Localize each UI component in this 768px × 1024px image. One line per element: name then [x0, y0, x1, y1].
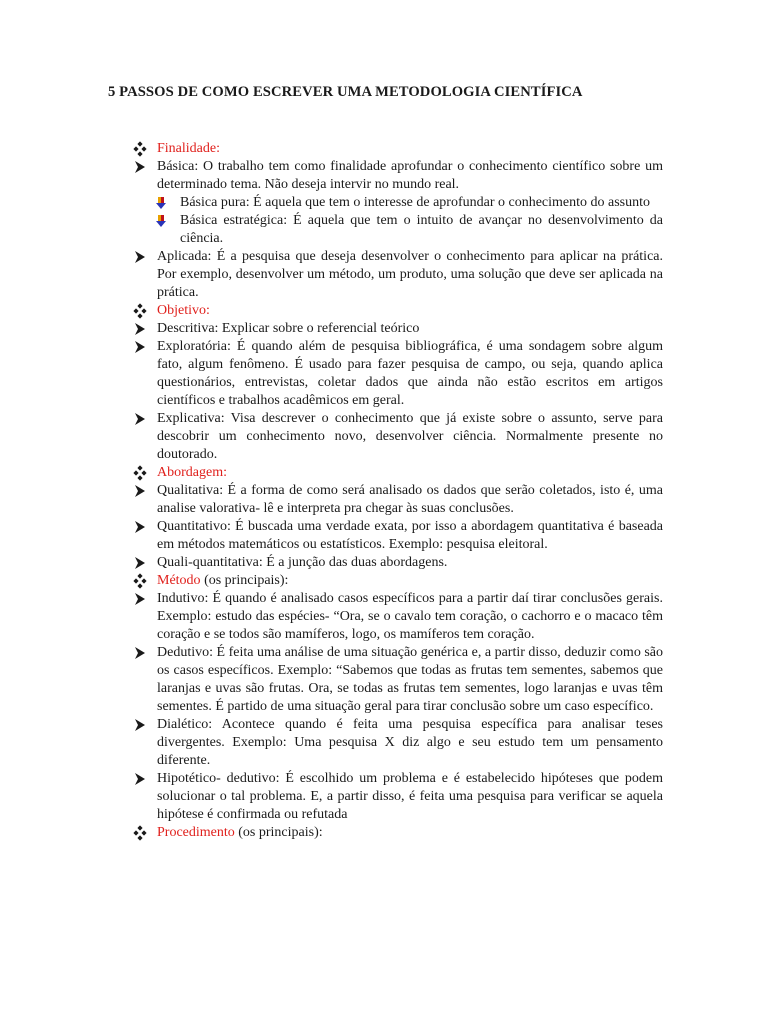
arrow-bullet-icon — [133, 249, 147, 265]
diamond-bullet-icon — [133, 825, 147, 841]
arrow-bullet-icon — [133, 555, 147, 571]
list-item-text: Aplicada: É a pesquisa que deseja desenvolver o conhecimento para aplicar na prática. Por exemplo, desenvolver um método, um produto, uma solução que deve ser aplicada na prática. — [157, 249, 663, 300]
list-item-text: Dialético: Acontece quando é feita uma pesquisa específica para analisar teses divergentes. Exemplo: Uma pesquisa X diz algo e seu estudo tem um pensamento diferente. — [157, 717, 663, 768]
list-item — [133, 644, 663, 716]
section-heading — [133, 140, 663, 158]
arrow-bullet-icon — [133, 321, 147, 337]
section-label: Finalidade: — [157, 141, 220, 156]
arrow-bullet-icon — [133, 483, 147, 499]
list-item-text: Básica: O trabalho tem como finalidade aprofundar o conhecimento científico sobre um determinado tema. Não deseja intervir no mundo real. — [157, 159, 663, 192]
diamond-bullet-icon — [133, 573, 147, 589]
arrow-bullet-icon — [133, 411, 147, 427]
methodology-outline — [133, 140, 663, 842]
section-heading — [133, 464, 663, 482]
arrow-bullet-icon — [133, 339, 147, 355]
list-item-text: Qualitativa: É a forma de como será analisado os dados que serão coletados, isto é, uma analise valorativa- lê e interpreta pra chegar às suas conclusões. — [157, 483, 663, 516]
list-item — [133, 482, 663, 518]
diamond-bullet-icon — [133, 141, 147, 157]
list-item — [133, 248, 663, 302]
diamond-bullet-icon — [133, 465, 147, 481]
list-item-text: Hipotético- dedutivo: É escolhido um problema e é estabelecido hipóteses que podem solucionar o tal problema. E, a partir disso, é feita uma pesquisa para verificar se aquela hipótese é confirmada ou refutada — [157, 771, 663, 822]
section-label: Procedimento — [157, 825, 235, 840]
list-item — [133, 554, 663, 572]
section-heading — [133, 824, 663, 842]
arrow-bullet-icon — [133, 771, 147, 787]
list-item-text: Descritiva: Explicar sobre o referencial teórico — [157, 321, 420, 336]
list-item-text: Dedutivo: É feita uma análise de uma situação genérica e, a partir disso, deduzir como são os casos específicos. Exemplo: “Sabemos que todas as frutas tem sementes, sabemos que laranjas e uvas são frutas. Ora, se todas as frutas tem sementes, logo laranjas e uvas têm sementes. É partido de uma situação geral para tirar conclusão sobre um caso específico. — [157, 645, 663, 714]
list-item — [133, 338, 663, 410]
sub-list-item-text: Básica pura: É aquela que tem o interesse de aprofundar o conhecimento do assunto — [180, 195, 651, 210]
list-item-text: Indutivo: É quando é analisado casos específicos para a partir daí tirar conclusões gerais. Exemplo: estudo das espécies- “Ora, se o cavalo tem coração, o cachorro e o macaco têm coração e se todos são mamíferos, logo, os mamíferos tem coração. — [157, 591, 663, 642]
list-item — [133, 770, 663, 824]
diamond-bullet-icon — [133, 303, 147, 319]
list-item-text: Quali-quantitativa: É a junção das duas abordagens. — [157, 555, 448, 570]
list-item — [133, 410, 663, 464]
sub-list-item — [133, 212, 663, 248]
arrow-bullet-icon — [133, 159, 147, 175]
section-heading — [133, 302, 663, 320]
section-label: Abordagem: — [157, 465, 227, 480]
list-item — [133, 158, 663, 194]
sub-list-item — [133, 194, 663, 212]
list-item — [133, 518, 663, 554]
section-heading — [133, 572, 663, 590]
list-item — [133, 320, 663, 338]
list-item-text: Explicativa: Visa descrever o conhecimento que já existe sobre o assunto, serve para descobrir um conhecimento novo, desenvolver ciência. Normalmente presente no doutorado. — [157, 411, 663, 462]
section-label: Objetivo: — [157, 303, 210, 318]
colored-down-arrow-icon — [156, 214, 166, 228]
list-item — [133, 716, 663, 770]
section-label: Método — [157, 573, 201, 588]
document-title: 5 PASSOS DE COMO ESCREVER UMA METODOLOGIA CIENTÍFICA — [108, 84, 583, 100]
arrow-bullet-icon — [133, 519, 147, 535]
arrow-bullet-icon — [133, 591, 147, 607]
colored-down-arrow-icon — [156, 196, 166, 210]
arrow-bullet-icon — [133, 717, 147, 733]
sub-list-item-text: Básica estratégica: É aquela que tem o intuito de avançar no desenvolvimento da ciência. — [180, 213, 663, 246]
list-item-text: Quantitativo: É buscada uma verdade exata, por isso a abordagem quantitativa é baseada em métodos matemáticos ou estatísticos. Exemplo: pesquisa eleitoral. — [157, 519, 663, 552]
list-item — [133, 590, 663, 644]
section-label-suffix: (os principais): — [200, 573, 289, 588]
list-item-text: Exploratória: É quando além de pesquisa bibliográfica, é uma sondagem sobre algum fato, algum fenômeno. É usado para fazer pesquisa de campo, ou seja, quando aplica questionários, entrevistas, coletar dados que ainda não estão escritos em artigos científicos e trabalhos acadêmicos em geral. — [157, 339, 663, 408]
section-label-suffix: (os principais): — [234, 825, 323, 840]
arrow-bullet-icon — [133, 645, 147, 661]
